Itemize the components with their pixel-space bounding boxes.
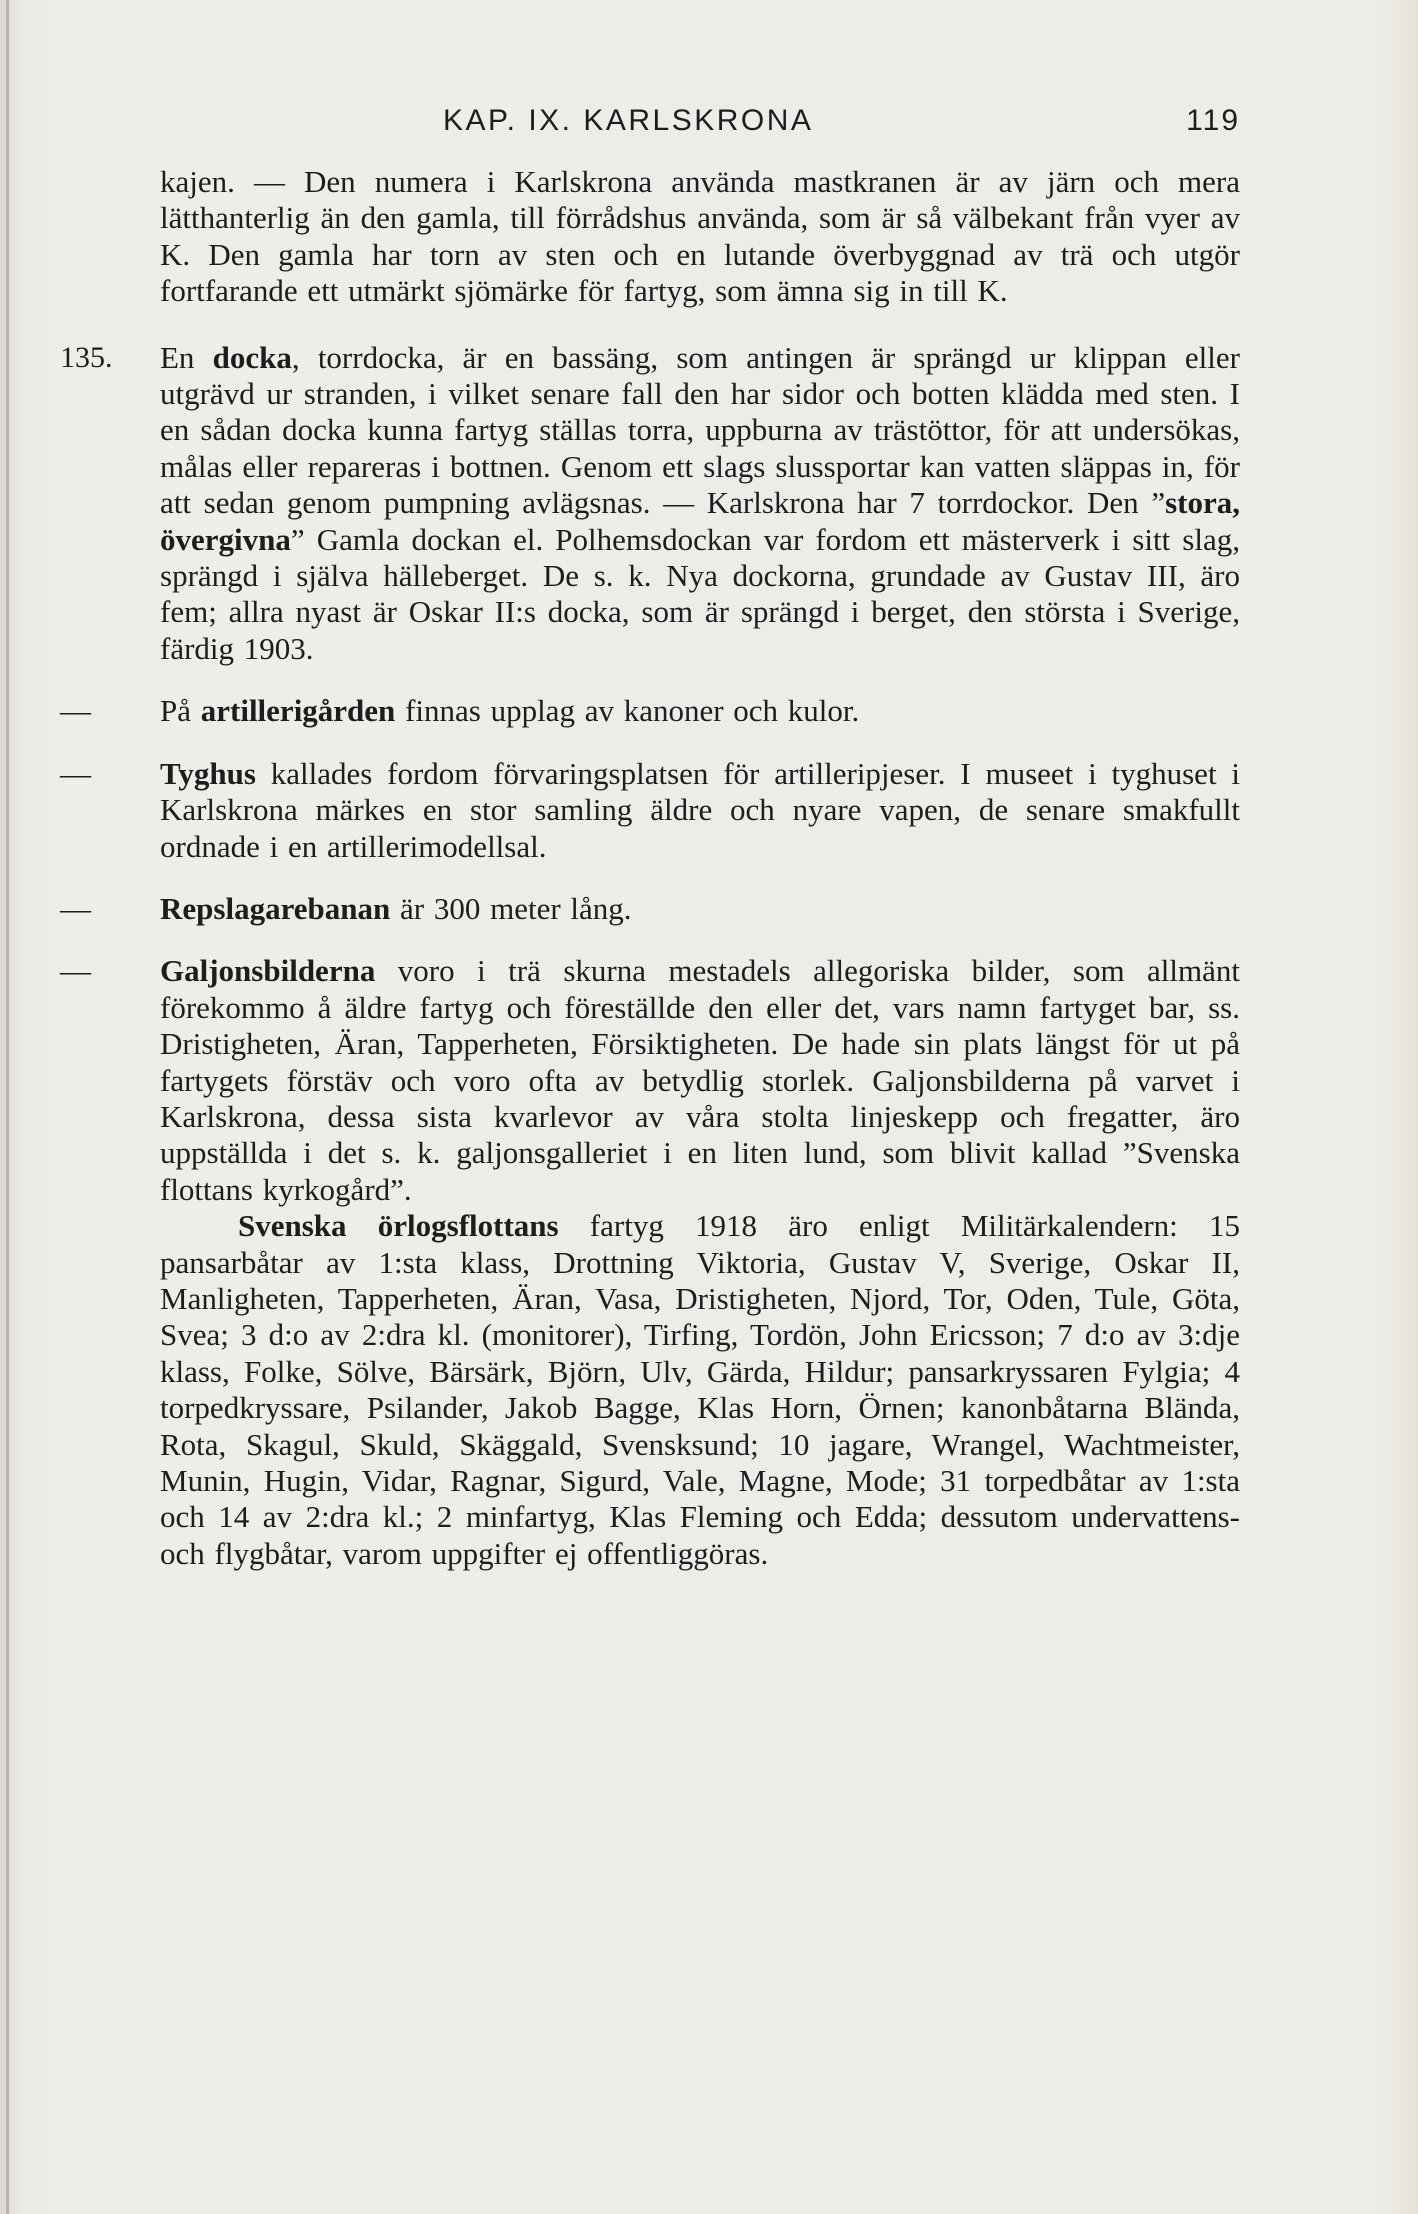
page-body bbox=[60, 164, 1241, 1572]
bold-term: stora, övergivna bbox=[160, 485, 1240, 557]
page-gutter-shadow bbox=[6, 0, 9, 2214]
text-run: fartyg 1918 äro enligt Militärkalendern: 15 pansarbåtar av 1:sta klass, Drottning Viktoria, Gustav V, Sverige, Oskar II, Manligheten, Tapperheten, Äran, Vasa, Dristigheten, Njord, Tor, Oden, Tule, Göta, Svea; 3 d:o av 2:dra kl. (monitorer), Tirfing, Tordön, John Ericsson; 7 d:o av 3:dje klass, Folke, Sölve, Bärsärk, Björn, Ulv, Gärda, Hildur; pansarkryssaren Fylgia; 4 torpedkryssare, Psilander, Jakob Bagge, Klas Horn, Örnen; kanonbåtarna Blända, Rota, Skagul, Skuld, Skäggald, Svensksund; 10 jagare, Wrangel, Wachtmeister, Munin, Hugin, Vidar, Ragnar, Sigurd, Vale, Magne, Mode; 31 torpedbåtar av 1:sta och 14 av 2:dra kl.; 2 minfartyg, Klas Fleming och Edda; dessutom undervattens- och flygbåtar, varom uppgifter ej offentliggöras. bbox=[160, 1208, 1241, 1571]
bold-term: Galjonsbilderna bbox=[160, 953, 376, 989]
page-number: 119 bbox=[1186, 104, 1240, 137]
paragraph-galjonsbilderna bbox=[60, 953, 1240, 1208]
bold-term: Tyghus bbox=[160, 755, 256, 791]
paragraph-orlogsflottan bbox=[160, 1208, 1240, 1572]
em-dash: — bbox=[60, 953, 91, 989]
bold-term: Svenska örlogsflottans bbox=[238, 1208, 559, 1244]
section-number: 135. bbox=[60, 340, 113, 374]
em-dash: — bbox=[60, 693, 91, 729]
em-dash: — bbox=[60, 890, 91, 926]
paragraph-text: kajen. — Den numera i Karlskrona använda mastkranen är av järn och mera lätthanterlig än den gamla, till förrådshus använda, som är så välbekant från vyer av K. Den gamla har torn av sten och en lutande överbyggnad av trä och utgör fortfarande ett utmärkt sjömärke för fartyg, som ämna sig in till K. bbox=[160, 164, 1240, 309]
em-dash: — bbox=[60, 755, 91, 791]
paragraph-repslagarebanan bbox=[60, 890, 1240, 927]
bold-term: Repslagarebanan bbox=[160, 890, 391, 926]
bold-term: docka bbox=[212, 339, 292, 375]
paragraph-kajen bbox=[160, 164, 1240, 310]
running-head: KAP. IX. KARLSKRONA bbox=[443, 104, 814, 137]
text-run: ” Gamla dockan el. Polhemsdockan var fordom ett mästerverk i sitt slag, sprängd i själva hälleberget. De s. k. Nya dockorna, grundade av Gustav III, äro fem; allra nyast är Oskar II:s docka, som är sprängd i berget, den största i Sverige, färdig 1903. bbox=[160, 521, 1240, 666]
page-header bbox=[160, 104, 1240, 144]
text-run: En bbox=[160, 339, 213, 375]
text-run: är 300 meter lång. bbox=[390, 890, 632, 926]
text-run: , torrdocka, är en bassäng, som antingen är sprängd ur klippan eller utgrävd ur stranden, i vilket senare fall den har sidor och botten klädda med sten. I en sådan docka kunna fartyg ställas torra, uppburna av trästöttor, för att undersökas, målas eller repareras i bottnen. Genom ett slags slussportar kan vatten släppas in, för att sedan genom pumpning avlägsnas. — Karlskrona har 7 torrdockor. Den ” bbox=[160, 339, 1240, 521]
text-run: kallades fordom förvaringsplatsen för artilleripjeser. I museet i tyghuset i Karlskrona märkes en stor samling äldre och nyare vapen, de senare smakfullt ordnade i en artillerimodellsal. bbox=[160, 755, 1240, 864]
paragraph-artillerigarden bbox=[60, 693, 1240, 729]
text-run: På bbox=[160, 693, 201, 729]
text-run: finnas upplag av kanoner och kulor. bbox=[395, 693, 860, 729]
text-run: voro i trä skurna mestadels allegoriska bilder, som allmänt förekommo å äldre fartyg och föreställde den eller det, vars namn fartyget bar, ss. Dristigheten, Äran, Tapperheten, Försiktigheten. De hade sin plats längst för ut på fartygets förstäv och voro ofta av betydlig storlek. Galjonsbilderna på varvet i Karlskrona, dessa sista kvarlevor av våra stolta linjeskepp och fregatter, äro uppställda i det s. k. galjonsgalleriet i en liten lund, som blivit kallad ”Svenska flottans kyrkogård”. bbox=[160, 953, 1240, 1207]
section-135-docka bbox=[60, 339, 1240, 668]
bold-term: artillerigården bbox=[200, 693, 396, 729]
paragraph-tyghus bbox=[60, 755, 1240, 865]
